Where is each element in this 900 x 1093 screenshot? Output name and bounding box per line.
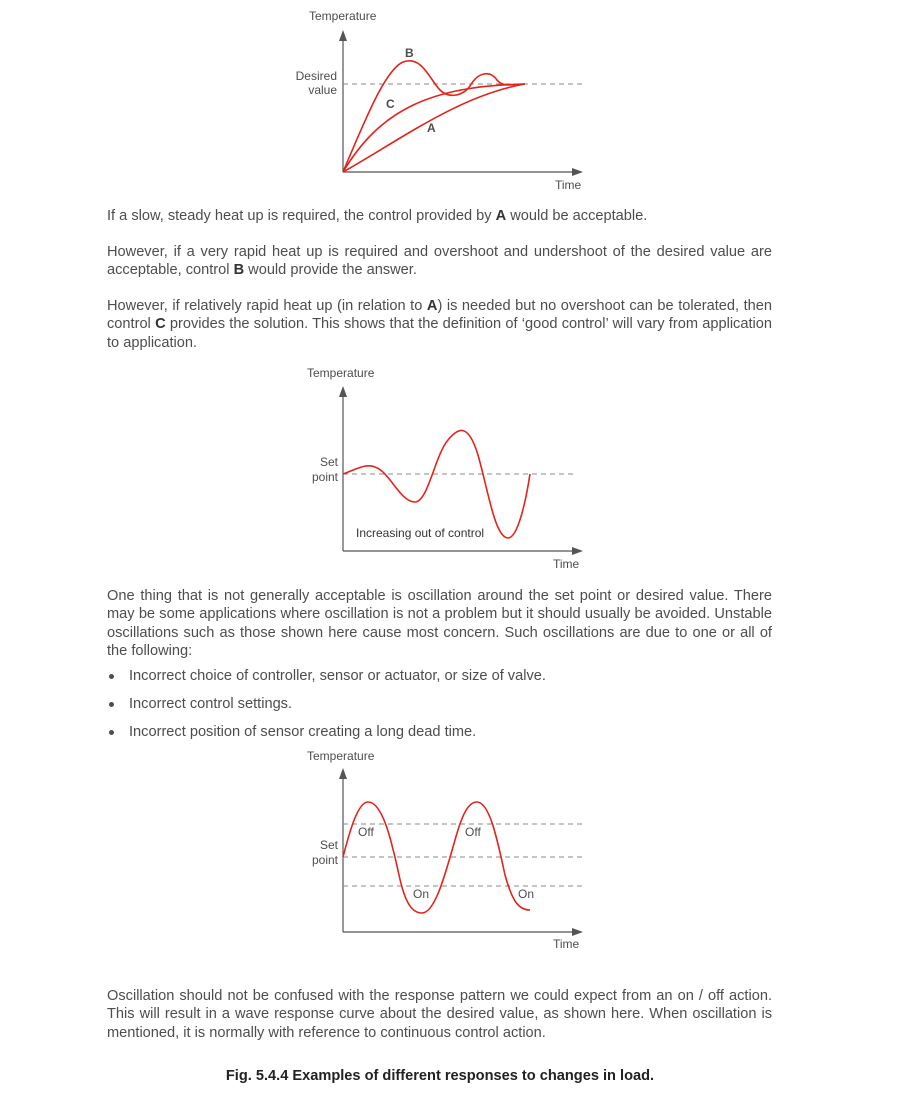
set-point-label: Set <box>319 455 338 469</box>
y-axis-arrow <box>339 30 347 41</box>
x-axis-arrow <box>572 928 583 936</box>
off-label: Off <box>465 825 481 839</box>
bullet-text: Incorrect position of sensor creating a long dead time. <box>129 724 477 740</box>
paragraph-control-c <box>107 297 772 352</box>
figure-on-off-wave <box>0 745 900 955</box>
paragraph-text: Oscillation should not be confused with the response pattern we could expect from an on / off action. This will result in a wave response curve about the desired value, as shown here. When oscillation is mentioned, it is normally with reference to continuous control action. <box>107 988 772 1041</box>
curve-c-label: C <box>386 97 395 111</box>
bold-control-letter: A <box>426 298 438 314</box>
paragraph-text: ) is needed but no overshoot can be tolerated, then control <box>107 298 772 333</box>
x-axis-label: Time <box>555 178 582 192</box>
unstable-oscillation-curve <box>343 430 530 538</box>
bullet-text: Incorrect control settings. <box>129 696 293 712</box>
desired-value-label: value <box>308 83 337 97</box>
y-axis-arrow <box>339 386 347 397</box>
paragraph-on-off <box>107 987 772 1042</box>
figure-caption: Fig. 5.4.4 Examples of different responses to changes in load. <box>225 1068 655 1084</box>
y-axis-label: Temperature <box>307 366 375 380</box>
paragraph-text: However, if relatively rapid heat up (in relation to <box>107 298 427 314</box>
figure-control-responses <box>0 0 900 200</box>
set-point-label: Set <box>319 838 338 852</box>
bullet-dot-icon <box>109 730 114 735</box>
bold-control-letter: B <box>233 262 245 279</box>
set-point-label: point <box>311 470 338 484</box>
x-axis-arrow <box>572 168 583 176</box>
bold-control-letter: A <box>495 208 507 224</box>
y-axis-arrow <box>339 768 347 779</box>
paragraph-text: If a slow, steady heat up is required, the control provided by <box>107 208 496 224</box>
paragraph-text: would be acceptable. <box>506 208 648 224</box>
off-label: Off <box>358 825 374 839</box>
x-axis-label: Time <box>553 557 580 571</box>
on-label: On <box>518 887 535 901</box>
x-axis-arrow <box>572 547 583 555</box>
y-axis-label: Temperature <box>307 749 375 763</box>
curve-b-label: B <box>405 46 414 60</box>
y-axis-label: Temperature <box>309 9 377 23</box>
paragraph-text: One thing that is not generally acceptable is oscillation around the set point or desired value. There may be some applications where oscillation is not a problem but it should usually be avoided. Unstable oscillations such as those shown here cause most concern. Such oscillations are due to one or all of the following: <box>107 588 772 659</box>
bullet-text: Incorrect choice of controller, sensor or actuator, or size of valve. <box>129 668 546 684</box>
bullet-dot-icon <box>109 674 114 679</box>
paragraph-control-a <box>107 207 772 225</box>
bold-control-letter: C <box>155 316 166 333</box>
bullet-dot-icon <box>109 702 114 707</box>
figure-unstable-oscillation <box>0 360 900 575</box>
set-point-label: point <box>311 853 338 867</box>
on-label: On <box>413 887 430 901</box>
paragraph-control-b <box>107 243 772 280</box>
paragraph-text: However, if a very rapid heat up is required and overshoot and undershoot of the desired value are acceptable, control <box>107 244 772 279</box>
x-axis-label: Time <box>553 937 580 951</box>
desired-value-label: Desired <box>295 69 337 83</box>
paragraph-text: provides the solution. This shows that the definition of ‘good control’ will vary from application to application. <box>107 316 773 351</box>
annotation-increasing-out-of-control: Increasing out of control <box>356 526 485 540</box>
paragraph-oscillation <box>107 587 772 660</box>
paragraph-text: would provide the answer. <box>244 262 417 279</box>
curve-a-label: A <box>427 121 436 135</box>
